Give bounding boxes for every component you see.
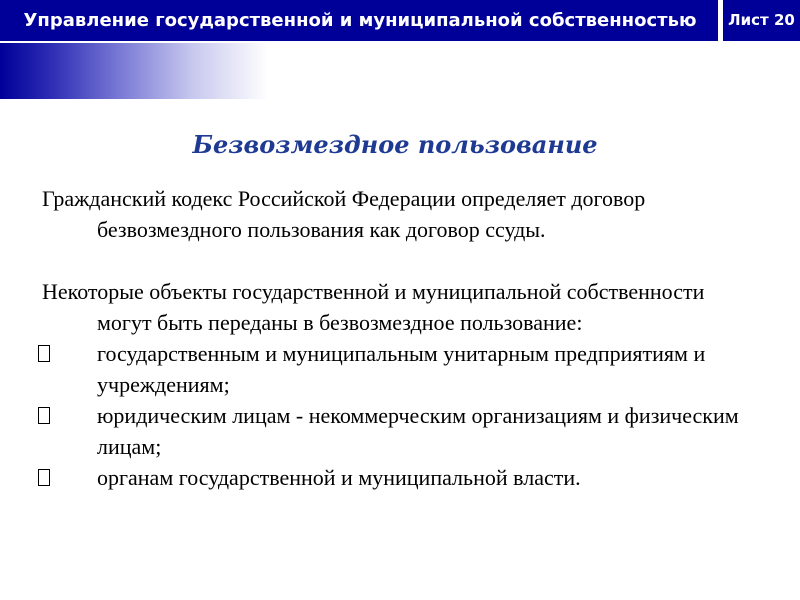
- header-gradient-strip: [0, 43, 268, 99]
- list-item-text: органам государственной и муниципальной власти.: [97, 465, 581, 490]
- list-item: [42, 400, 757, 462]
- list-item: [42, 462, 757, 493]
- slide-title: Безвозмездное пользование: [192, 130, 598, 159]
- list-item: [42, 338, 757, 400]
- square-bullet-icon: [38, 469, 50, 486]
- list-item-text: юридическим лицам - некоммерческим организациям и физическим лицам;: [97, 403, 739, 459]
- paragraph-spacer: [42, 245, 757, 276]
- slide-content: [42, 183, 757, 493]
- list-item-text: государственным и муниципальным унитарным предприятиям и учреждениям;: [97, 341, 706, 397]
- paragraph-objects: Некоторые объекты государственной и муниципальной собственности могут быть переданы в безвозмездное пользование:: [42, 279, 705, 335]
- sheet-number-label: Лист 20: [728, 11, 795, 29]
- square-bullet-icon: [38, 407, 50, 424]
- square-bullet-icon: [38, 345, 50, 362]
- paragraph-civil-code: Гражданский кодекс Российской Федерации определяет договор безвозмездного пользования как договор ссуды.: [42, 186, 646, 242]
- header-title: Управление государственной и муниципальной собственностью: [23, 10, 697, 31]
